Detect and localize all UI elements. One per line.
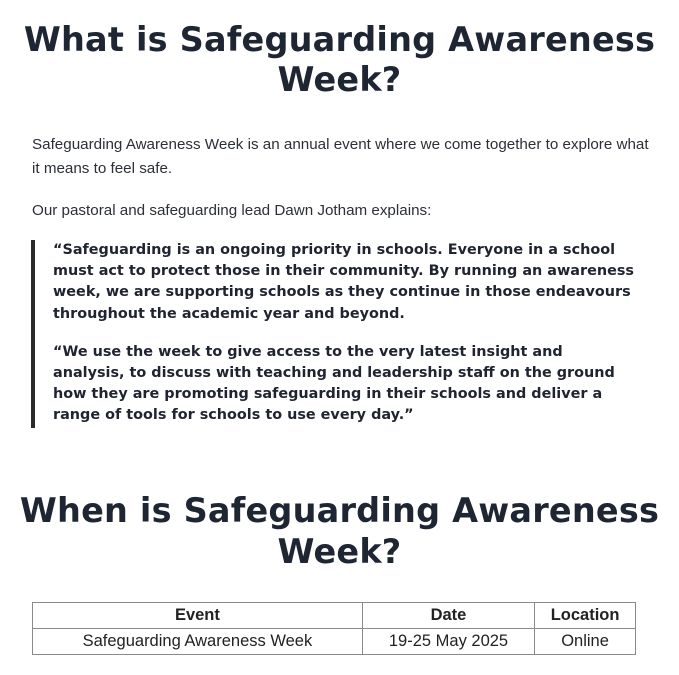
header-event: Event: [33, 603, 363, 629]
table-row: [33, 629, 636, 655]
what-heading: What is Safeguarding Awareness Week?: [23, 20, 656, 99]
quote-paragraph-2: “We use the week to give access to the very latest insight and analysis, to discuss with teaching and leadership staff on the ground how they are promoting safeguarding in their schools and deliver a range of tools for schools to use every day.”: [53, 343, 615, 424]
when-heading: When is Safeguarding Awareness Week?: [19, 491, 660, 571]
intro-paragraph: Safeguarding Awareness Week is an annual event where we come together to explore what it means to feel safe.: [32, 136, 649, 177]
events-table: [32, 602, 636, 655]
cell-event: Safeguarding Awareness Week: [33, 629, 363, 655]
table-header-row: [33, 603, 636, 629]
quote-block: [31, 240, 641, 428]
lead-paragraph: Our pastoral and safeguarding lead Dawn Jotham explains:: [32, 202, 432, 219]
header-date: Date: [362, 603, 534, 629]
quote-paragraph-1: “Safeguarding is an ongoing priority in schools. Everyone in a school must act to protect those in their community. By running an awareness week, we are supporting schools as they continue in those endeavours throughout the academic year and beyond.: [53, 242, 634, 322]
cell-date: 19-25 May 2025: [362, 629, 534, 655]
cell-location: Online: [535, 629, 636, 655]
header-location: Location: [535, 603, 636, 629]
